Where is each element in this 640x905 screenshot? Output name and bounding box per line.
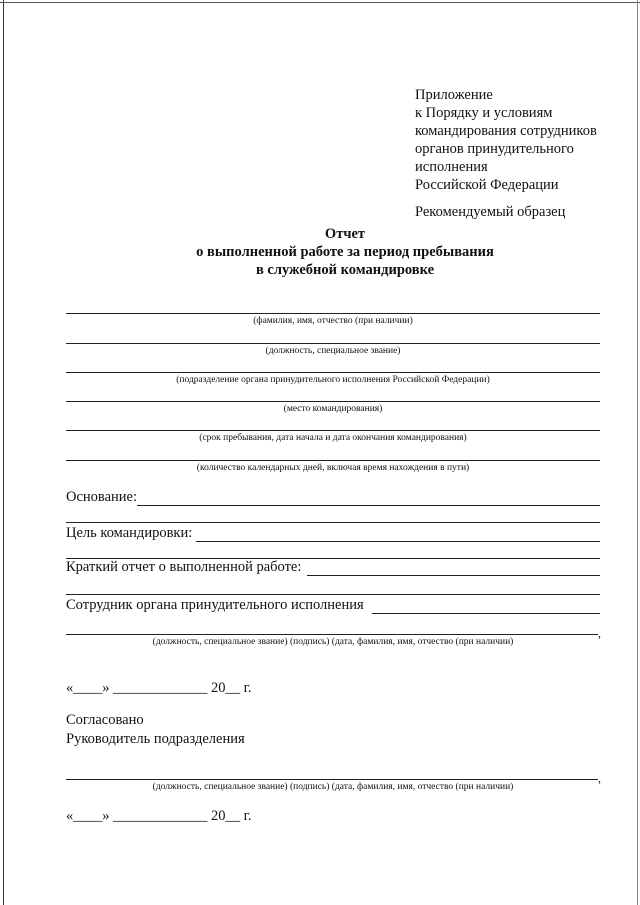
summary-label: Краткий отчет о выполненной работе: [66, 559, 302, 575]
appendix-line: к Порядку и условиям [415, 105, 553, 121]
employee-line[interactable] [372, 613, 600, 614]
division-line[interactable] [66, 372, 600, 373]
basis-continuation-line[interactable] [66, 522, 600, 523]
head-of-division-label: Руководитель подразделения [66, 731, 245, 747]
position-line[interactable] [66, 343, 600, 344]
basis-label: Основание: [66, 489, 137, 505]
line-comma: , [598, 771, 601, 785]
summary-continuation-line[interactable] [66, 594, 600, 595]
report-subtitle-line-1: о выполненной работе за период пребывания [196, 244, 494, 260]
full-name-caption: (фамилия, имя, отчество (при наличии) [253, 316, 413, 326]
appendix-line: органов принудительного [415, 141, 574, 157]
approved-label: Согласовано [66, 712, 144, 728]
purpose-line[interactable] [196, 541, 600, 542]
sample-label: Рекомендуемый образец [415, 204, 566, 220]
position-caption: (должность, специальное звание) [265, 346, 401, 356]
days-count-caption: (количество календарных дней, включая время нахождения в пути) [196, 463, 470, 473]
page-top-edge [0, 2, 640, 3]
basis-line[interactable] [137, 505, 600, 506]
appendix-block [415, 86, 597, 194]
summary-line[interactable] [307, 575, 600, 576]
destination-line[interactable] [66, 401, 600, 402]
page-right-edge [637, 0, 638, 905]
purpose-label: Цель командировки: [66, 525, 193, 541]
appendix-line: командирования сотрудников [415, 123, 597, 139]
head-signature-caption: (должность, специальное звание) (подпись) (дата, фамилия, имя, отчество (при наличии) [152, 782, 514, 792]
appendix-line: исполнения [415, 159, 488, 175]
line-comma: , [598, 626, 601, 640]
report-title: Отчет [324, 226, 366, 242]
destination-caption: (место командирования) [283, 404, 383, 414]
appendix-line: Российской Федерации [415, 177, 559, 193]
trip-period-line[interactable] [66, 430, 600, 431]
report-subtitle-line-2: в служебной командировке [255, 262, 435, 278]
employee-signature-line[interactable] [66, 634, 598, 635]
trip-period-caption: (срок пребывания, дата начала и дата окончания командирования) [199, 433, 467, 443]
appendix-line: Приложение [415, 87, 493, 103]
division-caption: (подразделение органа принудительного исполнения Российской Федерации) [176, 375, 490, 385]
employee-label: Сотрудник органа принудительного исполнения [66, 597, 364, 613]
full-name-line[interactable] [66, 313, 600, 314]
employee-date-field[interactable]: «____» _____________ 20__ г. [66, 680, 252, 696]
head-date-field[interactable]: «____» _____________ 20__ г. [66, 808, 252, 824]
head-signature-line[interactable] [66, 779, 598, 780]
page-left-edge [3, 0, 4, 905]
employee-signature-caption: (должность, специальное звание) (подпись) (дата, фамилия, имя, отчество (при наличии) [152, 637, 514, 647]
days-count-line[interactable] [66, 460, 600, 461]
